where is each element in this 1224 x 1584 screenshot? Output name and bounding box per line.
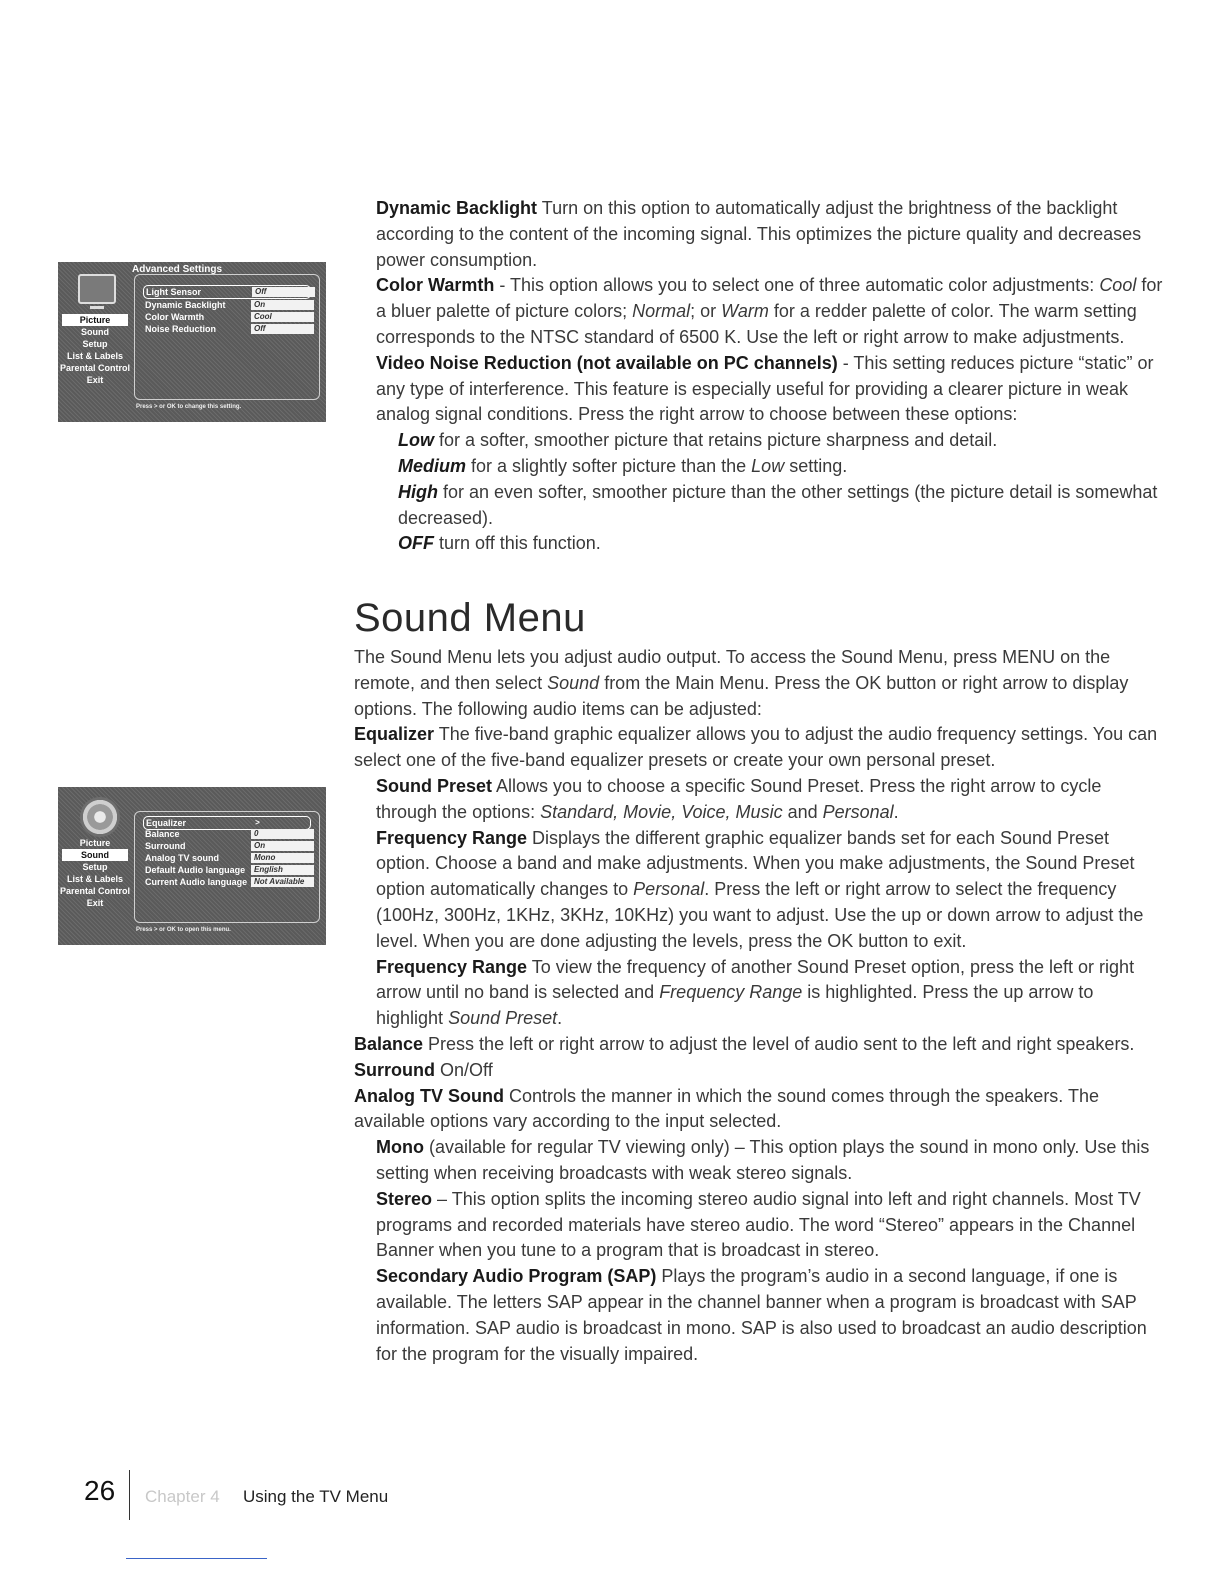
osd-row-label: Surround bbox=[145, 841, 186, 851]
sound-menu-text bbox=[354, 645, 1164, 1367]
video-noise-reduction-para bbox=[376, 351, 1166, 428]
surround-para bbox=[354, 1058, 1164, 1084]
medium-option-para bbox=[376, 454, 1166, 480]
term: Analog TV Sound bbox=[354, 1085, 504, 1106]
desc: . Press the left or right arrow to select the frequency (100Hz, 300Hz, 1KHz, 3KHz, 10KHz) you want to adjust. Use the up or down arrow to adjust the level. When you are done adjusting the levels, press the OK button to exit. bbox=[376, 879, 1144, 951]
term: Frequency Range bbox=[376, 827, 528, 848]
option-normal: Normal bbox=[632, 301, 691, 322]
osd-row-label: Balance bbox=[145, 829, 180, 839]
osd-menu-item: Parental Control bbox=[60, 363, 131, 373]
term: OFF bbox=[398, 533, 434, 554]
osd-panel bbox=[134, 274, 320, 400]
term: Frequency Range bbox=[376, 956, 528, 977]
desc: for a softer, smoother picture that retains picture sharpness and detail. bbox=[434, 430, 998, 451]
term: Surround bbox=[354, 1059, 435, 1080]
osd-row-label: Analog TV sound bbox=[145, 853, 219, 863]
osd-row bbox=[143, 285, 311, 299]
sound-preset-para bbox=[354, 774, 1164, 826]
osd-menu-item: Parental Control bbox=[60, 886, 131, 896]
desc: Plays the program’s audio in a second language, if one is available. The letters SAP appear in the channel banner when a program is broadcast with SAP information. SAP audio is broadcast in mono. SAP is also used to broadcast an audio description for the program for the visually impaired. bbox=[376, 1266, 1147, 1364]
desc: (available for regular TV viewing only) – This option plays the sound in mono only. Use this setting when receiving broadcasts with weak stereo signals. bbox=[376, 1137, 1150, 1183]
desc: is highlighted. Press the up arrow to highlight bbox=[376, 982, 1094, 1029]
desc: - This option allows you to select one of three automatic color adjustments: bbox=[494, 275, 1100, 296]
desc: To view the frequency of another Sound Preset option, press the left or right arrow until no band is selected and bbox=[376, 956, 1135, 1003]
term: Stereo bbox=[376, 1188, 433, 1209]
osd-row-value: On bbox=[251, 841, 314, 851]
desc: Turn on this option to automatically adjust the brightness of the backlight according to the content of the incoming signal. This optimizes the picture quality and decreases power consumption. bbox=[376, 198, 1142, 270]
desc: Displays the different graphic equalizer bands set for each Sound Preset option. Choose a band and make adjustments. When you make adjustments, the Sound Preset option automatically changes to bbox=[376, 827, 1135, 900]
osd-row-value: 0 bbox=[251, 829, 314, 839]
osd-menu-item: Exit bbox=[86, 375, 104, 385]
desc: and bbox=[782, 801, 823, 822]
term: Medium bbox=[398, 455, 467, 476]
osd-title: Advanced Settings bbox=[132, 264, 223, 275]
osd-row-label: Current Audio language bbox=[145, 877, 248, 887]
desc: setting. bbox=[784, 455, 848, 476]
desc: for a bluer palette of picture colors; bbox=[376, 275, 1163, 322]
chapter-label: Chapter 4 bbox=[145, 1487, 220, 1506]
off-option-para bbox=[376, 531, 1166, 557]
desc: The five-band graphic equalizer allows you to adjust the audio frequency settings. You can select one of the five-band equalizer presets or create your own personal preset. bbox=[354, 724, 1158, 771]
osd-row bbox=[143, 828, 311, 840]
osd-row bbox=[143, 864, 311, 876]
osd-row-label: Color Warmth bbox=[145, 312, 205, 322]
low-option-para bbox=[376, 428, 1166, 454]
osd-row-label: Default Audio language bbox=[145, 865, 246, 875]
term: Balance bbox=[354, 1033, 424, 1054]
desc: On/Off bbox=[435, 1059, 493, 1080]
term: Color Warmth bbox=[376, 275, 495, 296]
analog-tv-sound-para bbox=[354, 1084, 1164, 1136]
picture-advanced-text bbox=[376, 196, 1166, 557]
equalizer-para bbox=[354, 722, 1164, 774]
desc: for a slightly softer picture than the bbox=[466, 455, 752, 476]
osd-row bbox=[143, 311, 311, 323]
footer-divider bbox=[129, 1470, 130, 1520]
osd-menu-item: Sound bbox=[81, 327, 109, 337]
option-cool: Cool bbox=[1099, 275, 1137, 296]
desc: Controls the manner in which the sound comes through the speakers. The available options vary according to the input selected. bbox=[354, 1085, 1100, 1132]
osd-menu-item: Exit bbox=[86, 898, 104, 908]
osd-menu-item: Setup bbox=[82, 339, 108, 349]
term: Dynamic Backlight bbox=[376, 198, 538, 218]
option-low: Low bbox=[751, 455, 785, 476]
osd-hint: Press > or OK to change this setting. bbox=[136, 404, 242, 410]
osd-row bbox=[143, 840, 311, 852]
osd-menu-item: Picture bbox=[79, 838, 111, 848]
desc: – This option splits the incoming stereo audio signal into left and right channels. Most TV programs and recorded materials have stereo audio. The word “Stereo” appears in the Channel Banner when you tune to a program that is broadcast in stereo. bbox=[376, 1188, 1141, 1261]
osd-row-label: Light Sensor bbox=[146, 287, 202, 297]
osd-row-value: Off bbox=[251, 324, 314, 334]
page-number: 26 bbox=[84, 1475, 116, 1506]
dynamic-backlight-para bbox=[376, 196, 1166, 273]
chapter-title: Using the TV Menu bbox=[243, 1487, 389, 1506]
term: Low bbox=[398, 430, 434, 451]
option-warm: Warm bbox=[721, 301, 769, 322]
osd-row bbox=[143, 876, 311, 888]
osd-row bbox=[143, 299, 311, 311]
frequency-range-italic: Frequency Range bbox=[659, 982, 803, 1003]
term: Video Noise Reduction (not available on PC channels) bbox=[376, 352, 838, 373]
menu-sound: Sound bbox=[547, 672, 600, 693]
osd-menu-item: Picture bbox=[62, 314, 128, 326]
desc: . bbox=[893, 801, 899, 822]
osd-left-menu bbox=[60, 837, 130, 909]
desc: ; or bbox=[690, 301, 722, 322]
osd-row bbox=[143, 852, 311, 864]
osd-row-value: Off bbox=[252, 287, 315, 297]
term: Sound Preset bbox=[376, 775, 493, 796]
osd-row-label: Noise Reduction bbox=[145, 324, 217, 334]
osd-row-value: English bbox=[251, 865, 314, 875]
osd-row-value: On bbox=[251, 300, 314, 310]
term: Secondary Audio Program (SAP) bbox=[376, 1266, 657, 1287]
osd-hint: Press > or OK to open this menu. bbox=[136, 927, 231, 933]
preset-personal: Personal bbox=[822, 801, 894, 822]
desc: - This setting reduces picture “static” or any type of interference. This feature is especially useful for providing a clearer picture in weak analog signal conditions. Press the right arrow to choose between these options: bbox=[376, 352, 1154, 425]
desc: Press the left or right arrow to adjust the level of audio sent to the left and right speakers. bbox=[423, 1033, 1135, 1054]
footer-rule bbox=[126, 1558, 267, 1559]
term: High bbox=[398, 481, 438, 502]
osd-menu-item: Setup bbox=[82, 862, 108, 872]
balance-para bbox=[354, 1032, 1164, 1058]
sound-preset-italic: Sound Preset bbox=[448, 1008, 558, 1029]
sound-menu-screenshot bbox=[58, 787, 326, 945]
term: Equalizer bbox=[354, 724, 435, 745]
osd-row-label: Dynamic Backlight bbox=[145, 300, 226, 310]
desc: The Sound Menu lets you adjust audio output. To access the Sound Menu, press MENU on the remote, and then select bbox=[354, 647, 1111, 693]
tv-icon bbox=[78, 274, 116, 304]
high-option-para bbox=[376, 480, 1166, 532]
osd-row-value: Mono bbox=[251, 853, 314, 863]
osd-menu-item: Sound bbox=[62, 849, 128, 861]
advanced-settings-screenshot bbox=[58, 262, 326, 422]
desc: turn off this function. bbox=[434, 533, 601, 554]
osd-row-label: Equalizer bbox=[146, 818, 187, 828]
frequency-range-para-2 bbox=[354, 955, 1164, 1032]
desc: from the Main Menu. Press the OK button or right arrow to display options. The following audio items can be adjusted: bbox=[354, 672, 1129, 719]
color-warmth-para bbox=[376, 273, 1166, 350]
osd-panel bbox=[134, 811, 320, 923]
sound-intro-para bbox=[354, 645, 1164, 722]
mono-para bbox=[354, 1135, 1164, 1187]
speaker-icon bbox=[80, 797, 120, 837]
osd-left-menu bbox=[60, 314, 130, 386]
stereo-para bbox=[354, 1187, 1164, 1264]
preset-personal: Personal bbox=[633, 879, 705, 900]
frequency-range-para-1 bbox=[354, 826, 1164, 955]
osd-menu-item: List & Labels bbox=[66, 874, 123, 884]
desc: Allows you to choose a specific Sound Preset. Press the right arrow to cycle through the options: bbox=[376, 775, 1102, 822]
desc: for a redder palette of color. The warm setting corresponds to the NTSC standard of 6500 K. Use the left or right arrow to make adjustments. bbox=[376, 301, 1137, 347]
osd-menu-item: List & Labels bbox=[66, 351, 123, 361]
osd-row bbox=[143, 323, 311, 335]
term: Mono bbox=[376, 1137, 424, 1158]
preset-options: Standard, Movie, Voice, Music bbox=[540, 801, 783, 822]
desc: for an even softer, smoother picture than the other settings (the picture detail is somewhat decreased). bbox=[398, 481, 1158, 528]
desc: . bbox=[557, 1008, 563, 1029]
sap-para bbox=[354, 1264, 1164, 1367]
osd-row-value: Not Available bbox=[251, 877, 314, 887]
sound-menu-heading: Sound Menu bbox=[354, 596, 586, 640]
osd-row-value: Cool bbox=[251, 312, 314, 322]
osd-row-value: > bbox=[255, 818, 260, 827]
